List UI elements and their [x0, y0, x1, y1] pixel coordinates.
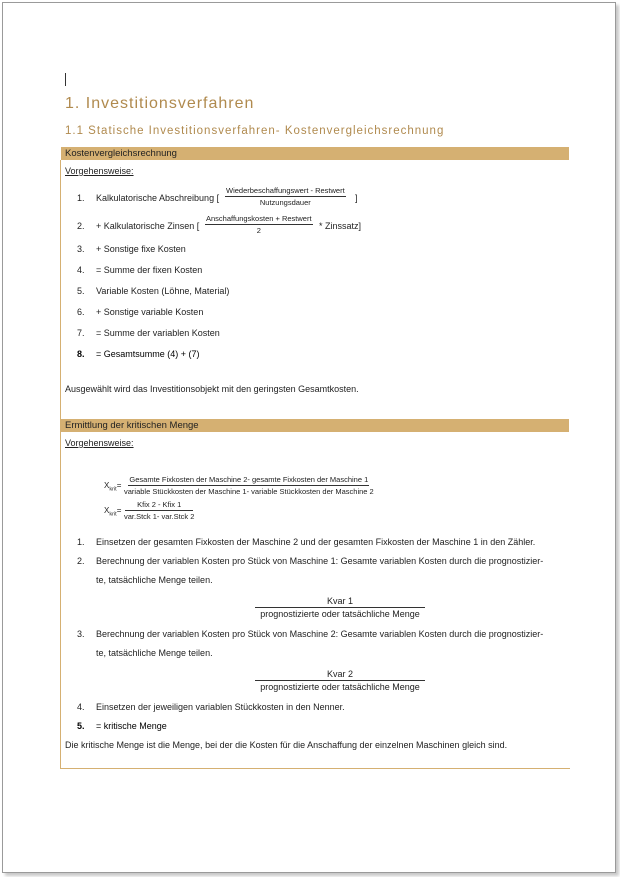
step-text: Kalkulatorische Abschreibung [ [96, 193, 220, 203]
fraction-denominator: 2 [256, 226, 261, 235]
fraction-denominator: Nutzungsdauer [259, 198, 311, 207]
step-number: 4. [77, 265, 85, 275]
conclusion-text: Ausgewählt wird das Investitionsobjekt mit den geringsten Gesamtkosten. [65, 384, 359, 394]
bracket-close: ] [355, 193, 358, 203]
fraction-denominator: variable Stückkosten der Maschine 1- variable Stückkosten der Maschine 2 [124, 487, 374, 496]
xkrit-var: X [104, 481, 110, 490]
kritische-menge-formula [124, 475, 374, 496]
fraction-denominator: prognostizierte oder tatsächliche Menge [260, 682, 420, 692]
step-text: = Summe der fixen Kosten [96, 265, 203, 275]
step-number: 4. [77, 702, 85, 712]
kvar2-fraction [255, 668, 425, 693]
fraction-numerator: Wiederbeschaffungswert - Restwert [226, 186, 345, 195]
step-text: = Summe der variablen Kosten [96, 328, 220, 338]
step-number: 3. [77, 629, 85, 639]
xkrit-sub: krit [109, 511, 117, 518]
step-number: 2. [77, 556, 85, 566]
step-number: 1. [77, 193, 85, 203]
step-number: 7. [77, 328, 85, 338]
step-text: Berechnung der variablen Kosten pro Stück von Maschine 2: Gesamte variablen Kosten durch die prognostizier- [96, 629, 544, 639]
step-number: 1. [77, 537, 85, 547]
procedure-label: Vorgehensweise: [65, 438, 134, 448]
step-number: 8. [77, 349, 85, 359]
equals-sign: = [116, 506, 122, 515]
step-text: Variable Kosten (Löhne, Material) [96, 286, 230, 296]
interest-fraction [205, 214, 313, 235]
xkrit-label [104, 481, 121, 493]
step-text: Einsetzen der gesamten Fixkosten der Maschine 2 und der gesamten Fixkosten der Maschine 1 in den Zähler. [96, 537, 536, 547]
step-text-total: = Gesamtsumme (4) + (7) [96, 349, 200, 359]
conclusion-text: Die kritische Menge ist die Menge, bei der die Kosten für die Anschaffung der einzelnen Maschinen gleich sind. [65, 740, 508, 750]
fraction-numerator: Kvar 2 [326, 669, 353, 679]
step-text: Berechnung der variablen Kosten pro Stück von Maschine 1: Gesamte variablen Kosten durch die prognostizier- [96, 556, 544, 566]
step-text: + Sonstige fixe Kosten [96, 244, 186, 254]
step-number: 5. [77, 721, 85, 731]
fraction-denominator: prognostizierte oder tatsächliche Menge [260, 609, 420, 619]
kvar1-fraction [255, 595, 425, 620]
fraction-denominator: var.Stck 1- var.Stck 2 [124, 512, 195, 521]
text-cursor [65, 73, 66, 86]
step-text: + Sonstige variable Kosten [96, 307, 204, 317]
step-text-continued: te, tatsächliche Menge teilen. [96, 648, 213, 658]
step-number: 5. [77, 286, 85, 296]
kritische-menge-short-formula [124, 500, 194, 521]
depreciation-fraction [225, 186, 346, 207]
section-bar-kritische-menge: Ermittlung der kritischen Menge [61, 419, 569, 432]
step-number: 2. [77, 221, 85, 231]
step-number: 6. [77, 307, 85, 317]
fraction-numerator: Kfix 2 - Kfix 1 [125, 500, 193, 511]
heading-1: 1. Investitionsverfahren [65, 95, 255, 112]
xkrit-sub: krit [109, 486, 117, 493]
xkrit-label [104, 506, 121, 518]
step-text-result: = kritische Menge [96, 721, 167, 731]
heading-2: 1.1 Statische Investitionsverfahren- Kostenvergleichsrechnung [65, 125, 445, 137]
fraction-numerator: Anschaffungskosten + Restwert [206, 214, 312, 223]
step-text-continued: te, tatsächliche Menge teilen. [96, 575, 213, 585]
step-number: 3. [77, 244, 85, 254]
equals-sign: = [116, 481, 122, 490]
step-text: Einsetzen der jeweiligen variablen Stückkosten in den Nenner. [96, 702, 345, 712]
step-text: + Kalkulatorische Zinsen [ [96, 221, 200, 231]
fraction-numerator: Gesamte Fixkosten der Maschine 2- gesamte Fixkosten der Maschine 1 [129, 475, 369, 484]
section-bar-kostenvergleich: Kostenvergleichsrechnung [61, 147, 569, 160]
xkrit-var: X [104, 506, 110, 515]
procedure-label: Vorgehensweise: [65, 166, 134, 176]
interest-suffix: * Zinssatz] [319, 221, 362, 231]
fraction-numerator: Kvar 1 [326, 596, 353, 606]
